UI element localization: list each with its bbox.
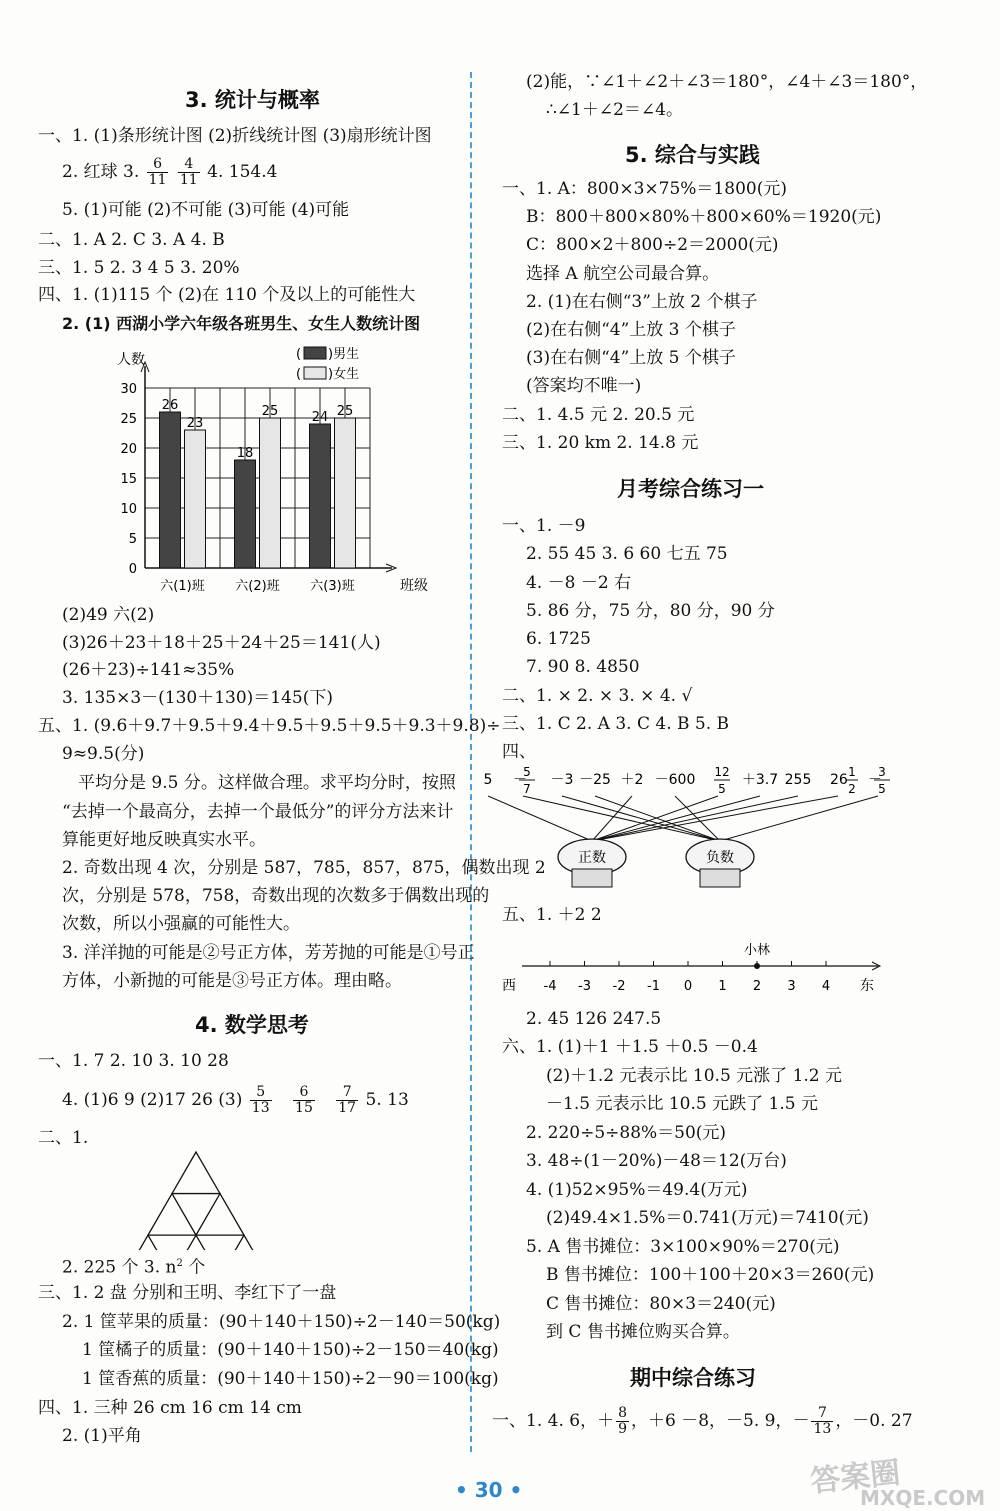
tick-label: 4: [821, 979, 831, 994]
bar: [185, 430, 206, 568]
west-label: 西: [502, 978, 516, 994]
answer-line: C 售书摊位：80×3＝240(元): [546, 1294, 776, 1314]
answer-line: 选择 A 航空公司最合算。: [526, 264, 720, 284]
answer-line: 4. (1)52×95%＝49.4(万元): [526, 1180, 748, 1200]
data-label: 26: [161, 398, 179, 413]
fraction: $\frac{6}{11}$: [148, 156, 167, 188]
answer-line: 5. 86 分，75 分，80 分，90 分: [526, 601, 775, 621]
bar: [235, 460, 256, 568]
answer-line: 3. 135×3－(130＋130)＝145(下): [62, 688, 334, 708]
number-label: －600: [654, 772, 696, 788]
watermark-logo: 答案圈: [808, 1455, 902, 1500]
legend-swatch: [304, 347, 326, 359]
answer-line: 2. 220÷5÷88%＝50(元): [526, 1123, 727, 1143]
fraction: $\frac{6}{15}$: [295, 1084, 313, 1116]
answer-line: 3. 48÷(1－20%)－48＝12(万台): [526, 1151, 787, 1171]
legend-bracket: (: [296, 367, 302, 382]
x-tick-label: 六(1)班: [160, 579, 205, 594]
fraction: $\frac{7}{17}$: [338, 1084, 357, 1116]
tick-label: -2: [612, 979, 626, 994]
number-label: 5: [483, 772, 493, 788]
answer-line: 四、1. (1)115 个 (2)在 110 个及以上的可能性大: [38, 285, 416, 305]
fraction: $\frac{8}{9}$: [618, 1405, 627, 1437]
answer-line: 1 筐橘子的质量：(90＋140＋150)÷2－150＝40(kg): [82, 1340, 499, 1360]
answer-line: 二、1.: [38, 1128, 89, 1148]
house-label: 负数: [706, 850, 734, 866]
answer-line: (3)在右侧“4”上放 5 个棋子: [526, 348, 736, 368]
section-title: 期中综合练习: [630, 1366, 756, 1390]
answer-line: 五、1. (9.6＋9.7＋9.5＋9.4＋9.5＋9.5＋9.5＋9.3＋9.8)÷: [38, 716, 501, 736]
legend-label: )女生: [328, 367, 360, 382]
answer-line: 2. 奇数出现 4 次，分别是 587，785，857，875，偶数出现 2: [62, 858, 546, 878]
y-axis-label: 人数: [117, 352, 145, 368]
number-label: 3: [878, 765, 886, 779]
tick-label: 3: [787, 979, 796, 994]
y-tick-label: 25: [120, 412, 137, 427]
answer-line: 4. －8 －2 右: [526, 573, 632, 593]
number-label: 7: [523, 782, 531, 796]
answer-line: 平均分是 9.5 分。这样做合理。求平均分时，按照: [78, 773, 456, 793]
number-label: －3: [550, 772, 574, 788]
answer-line: (3)26＋23＋18＋25＋24＋25＝141(人): [62, 633, 381, 653]
answer-line: 2. (1) 西湖小学六年级各班男生、女生人数统计图: [62, 314, 421, 333]
answer-line: 3. 洋洋抛的可能是②号正方体，芳芳抛的可能是①号正: [62, 943, 475, 963]
bar: [335, 418, 356, 568]
watermark-url: MXQE.COM: [860, 1486, 986, 1510]
answer-line: 2. 红球 3. $\frac{6}{11}$ $\frac{4}{11}$ 4. 154.4: [62, 156, 278, 188]
answer-line: 一、1. (1)条形统计图 (2)折线统计图 (3)扇形统计图: [38, 126, 432, 146]
answer-line: 2. 55 45 3. 6 60 七五 75: [526, 544, 728, 564]
answer-line: 9≈9.5(分): [62, 744, 145, 764]
match-line: [592, 796, 718, 841]
data-label: 24: [311, 410, 329, 425]
house-body: [700, 869, 740, 887]
small-triangle: [124, 1235, 172, 1250]
section-title: 月考综合练习一: [617, 477, 764, 501]
answer-line: 方体，小新抛的可能是③号正方体。理由略。: [62, 971, 402, 991]
fraction: $\frac{5}{13}$: [251, 1084, 270, 1116]
answer-line: 一、1. 4. 6，＋ $\frac{8}{9}$ ，＋6 －8，－5. 9，－ $\frac{7}{13}$ ，－0. 27: [492, 1405, 913, 1437]
legend-bracket: (: [296, 347, 302, 362]
answer-line: 5. (1)可能 (2)不可能 (3)可能 (4)可能: [62, 200, 350, 220]
number-label: 5: [878, 782, 886, 796]
y-tick-label: 5: [128, 532, 137, 547]
answer-line: 算能更好地反映真实水平。: [62, 830, 266, 850]
y-tick-label: 30: [120, 382, 137, 397]
answer-line: 2. 1 筐苹果的质量：(90＋140＋150)÷2－140＝50(kg): [62, 1312, 501, 1332]
answer-line: 1 筐香蕉的质量：(90＋140＋150)÷2－90＝100(kg): [82, 1369, 499, 1389]
answer-line: 2. (1)在右侧“3”上放 2 个棋子: [526, 292, 758, 312]
answer-line: 三、1. C 2. A 3. C 4. B 5. B: [502, 714, 730, 734]
number-label: 2: [848, 782, 856, 796]
number-label: 5: [718, 782, 726, 796]
legend-label: )男生: [328, 347, 360, 362]
east-label: 东: [860, 978, 874, 994]
tick-label: 1: [718, 979, 727, 994]
bar: [260, 418, 281, 568]
y-tick-label: 15: [120, 472, 137, 487]
answer-line: (2)能，∵∠1＋∠2＋∠3＝180°，∠4＋∠3＝180°，: [526, 72, 928, 92]
data-label: 25: [261, 404, 279, 419]
answer-line: (2)49 六(2): [62, 605, 155, 625]
bar: [160, 412, 181, 568]
number-label: ＋2: [620, 772, 644, 788]
small-triangle: [220, 1235, 268, 1250]
answer-line: (2)＋1.2 元表示比 10.5 元涨了 1.2 元: [546, 1066, 843, 1086]
data-label: 25: [336, 404, 354, 419]
answer-line: 二、1. A 2. C 3. A 4. B: [38, 230, 225, 250]
answer-line: 三、1. 20 km 2. 14.8 元: [502, 433, 699, 453]
number-label: －: [513, 772, 527, 788]
bar-chart: [100, 338, 440, 600]
small-triangle: [148, 1194, 196, 1236]
section-title: 5. 综合与实践: [625, 143, 760, 167]
house-body: [572, 869, 612, 887]
number-line: [500, 940, 895, 995]
answer-line: 6. 1725: [526, 629, 591, 649]
match-line: [592, 796, 760, 841]
section-title: 3. 统计与概率: [185, 88, 320, 112]
answer-line: 到 C 售书摊位购买合算。: [546, 1322, 740, 1342]
legend-swatch: [304, 367, 326, 379]
number-label: ＋3.7: [741, 772, 779, 788]
answer-line: 四、: [502, 742, 536, 762]
house-label: 正数: [578, 850, 606, 866]
answer-line: 5. A 售书摊位：3×100×90%＝270(元): [526, 1237, 840, 1257]
answer-line: 五、1. ＋2 2: [502, 905, 602, 925]
x-axis-label: 班级: [400, 578, 428, 594]
answer-line: 二、1. × 2. × 3. × 4. √: [502, 686, 693, 706]
tick-label: -4: [543, 979, 557, 994]
answer-line: 4. (1)6 9 (2)17 26 (3) $\frac{5}{13}$ $\frac{6}{15}$ $\frac{7}{17}$ 5. 13: [62, 1084, 409, 1116]
point-marker: [754, 963, 760, 969]
number-label: 1: [848, 765, 856, 779]
answer-line: (26＋23)÷141≈35%: [62, 660, 235, 680]
number-label: －: [868, 772, 882, 788]
answer-line: “去掉一个最高分，去掉一个最低分”的评分方法来计: [62, 802, 454, 822]
answer-line: 一、1. －9: [502, 516, 586, 536]
answer-line: －1.5 元表示比 10.5 元跌了 1.5 元: [546, 1094, 818, 1114]
number-label: －25: [579, 772, 611, 788]
answer-line: ∴∠1＋∠2＝∠4。: [546, 100, 683, 120]
answer-line: 二、1. 4.5 元 2. 20.5 元: [502, 405, 695, 425]
answer-line: (答案均不唯一): [526, 376, 642, 396]
data-label: 23: [186, 416, 204, 431]
matching-diagram: [480, 762, 900, 892]
answer-line: 三、1. 2 盘 分别和王明、李红下了一盘: [38, 1283, 337, 1303]
answer-line: 六、1. (1)＋1 ＋1.5 ＋0.5 －0.4: [502, 1037, 758, 1057]
match-line: [592, 796, 838, 841]
answer-line: C：800×2＋800÷2＝2000(元): [526, 235, 779, 255]
tick-label: 0: [683, 979, 693, 994]
tick-label: 2: [752, 979, 762, 994]
section-title: 4. 数学思考: [195, 1013, 309, 1037]
answer-line: 2. (1)平角: [62, 1426, 142, 1446]
match-line: [595, 796, 720, 841]
number-label: 26: [830, 772, 848, 788]
data-label: 18: [236, 446, 254, 461]
answer-line: 次数，所以小强赢的可能性大。: [62, 914, 300, 934]
answer-line: 四、1. 三种 26 cm 16 cm 14 cm: [38, 1398, 302, 1418]
x-tick-label: 六(2)班: [235, 579, 280, 594]
y-tick-label: 10: [120, 502, 137, 517]
tick-label: -1: [647, 979, 660, 994]
answer-line: 2. 45 126 247.5: [526, 1009, 662, 1029]
answer-line: B：800＋800×80%＋800×60%＝1920(元): [526, 207, 882, 227]
small-triangle: [196, 1194, 244, 1236]
match-line: [488, 796, 592, 841]
number-label: 255: [784, 772, 812, 788]
small-triangle: [172, 1152, 220, 1194]
column-divider: [470, 72, 472, 1452]
fraction: $\frac{4}{11}$: [179, 156, 198, 188]
tick-label: -3: [578, 979, 591, 994]
number-label: 5: [523, 765, 531, 779]
point-label: 小林: [743, 943, 771, 958]
page-number: • 30 •: [455, 1478, 523, 1502]
answer-line: 三、1. 5 2. 3 4 5 3. 20%: [38, 258, 240, 278]
answer-line: 一、1. A：800×3×75%＝1800(元): [502, 179, 787, 199]
small-triangle: [172, 1235, 220, 1250]
answer-line: 2. 225 个 3. $n^2$ 个: [62, 1257, 206, 1278]
y-tick-label: 20: [120, 442, 137, 457]
answer-line: 次，分别是 578，758，奇数出现的次数多于偶数出现的: [62, 886, 490, 906]
triangle-figure: [98, 1150, 294, 1250]
y-tick-label: 0: [128, 562, 137, 577]
fraction: $\frac{7}{13}$: [813, 1405, 832, 1437]
bar: [310, 424, 331, 568]
answer-line: B 售书摊位：100＋100＋20×3＝260(元): [546, 1265, 875, 1285]
answer-line: (2)在右侧“4”上放 3 个棋子: [526, 320, 736, 340]
x-tick-label: 六(3)班: [310, 579, 355, 594]
answer-line: (2)49.4×1.5%＝0.741(万元)＝7410(元): [546, 1208, 869, 1228]
answer-line: 一、1. 7 2. 10 3. 10 28: [38, 1051, 229, 1071]
answer-line: 7. 90 8. 4850: [526, 657, 640, 677]
number-label: 12: [714, 765, 730, 779]
